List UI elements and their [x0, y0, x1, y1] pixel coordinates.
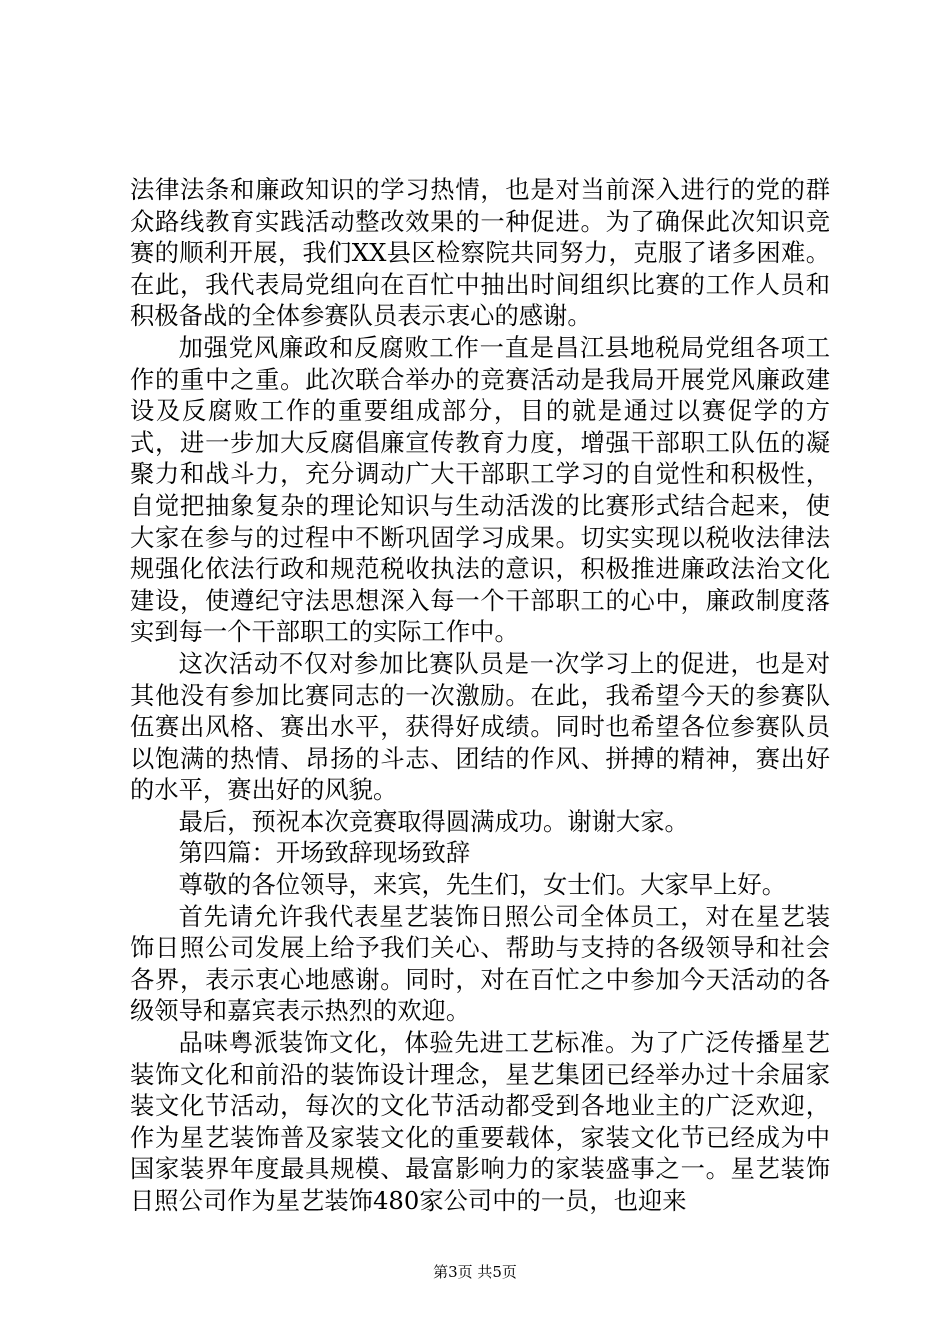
paragraph-4: 最后，预祝本次竞赛取得圆满成功。谢谢大家。	[178, 806, 689, 836]
paragraph-8: 品味粤派装饰文化，体验先进工艺标准。为了广泛传播星艺装饰文化和前沿的装饰设计理念，星艺集团已经举办过十余届家装文化节活动，每次的文化节活动都受到各地业主的广泛欢迎，作为星艺装饰普及家装文化的重要载体，家装文化节已经成为中国家装界年度最具规模、最富影响力的家装盛事之一。星艺装饰日照公司作为星艺装饰480家公司中的一员，也迎来	[130, 1028, 830, 1215]
paragraph-3: 这次活动不仅对参加比赛队员是一次学习上的促进，也是对其他没有参加比赛同志的一次激励。在此，我希望今天的参赛队伍赛出风格、赛出水平，获得好成绩。同时也希望各位参赛队员以饱满的热情、昂扬的斗志、团结的作风、拼搏的精神，赛出好的水平，赛出好的风貌。	[130, 648, 830, 805]
document-body	[130, 174, 830, 1217]
paragraph-1: 法律法条和廉政知识的学习热情，也是对当前深入进行的党的群众路线教育实践活动整改效果的一种促进。为了确保此次知识竞赛的顺利开展，我们XX县区检察院共同努力，克服了诸多困难。在此，我代表局党组向在百忙中抽出时间组织比赛的工作人员和积极备战的全体参赛队员表示衷心的感谢。	[130, 175, 830, 331]
paragraph-7: 首先请允许我代表星艺装饰日照公司全体员工，对在星艺装饰日照公司发展上给予我们关心、帮助与支持的各级领导和社会各界，表示衷心地感谢。同时，对在百忙之中参加今天活动的各级领导和嘉宾表示热烈的欢迎。	[130, 901, 830, 1026]
paragraph-salutation: 尊敬的各位领导，来宾，先生们，女士们。大家早上好。	[178, 870, 787, 900]
page-footer: 第3页 共5页	[433, 1263, 517, 1281]
paragraph-2: 加强党风廉政和反腐败工作一直是昌江县地税局党组各项工作的重中之重。此次联合举办的竞赛活动是我局开展党风廉政建设及反腐败工作的重要组成部分，目的就是通过以赛促学的方式，进一步加大反腐倡廉宣传教育力度，增强干部职工队伍的凝聚力和战斗力，充分调动广大干部职工学习的自觉性和积极性，自觉把抽象复杂的理论知识与生动活泼的比赛形式结合起来，使大家在参与的过程中不断巩固学习成果。切实实现以税收法律法规强化依法行政和规范税收执法的意识，积极推进廉政法治文化建设，使遵纪守法思想深入每一个干部职工的心中，廉政制度落实到每一个干部职工的实际工作中。	[130, 332, 830, 647]
section-heading: 第四篇：开场致辞现场致辞	[178, 838, 471, 868]
